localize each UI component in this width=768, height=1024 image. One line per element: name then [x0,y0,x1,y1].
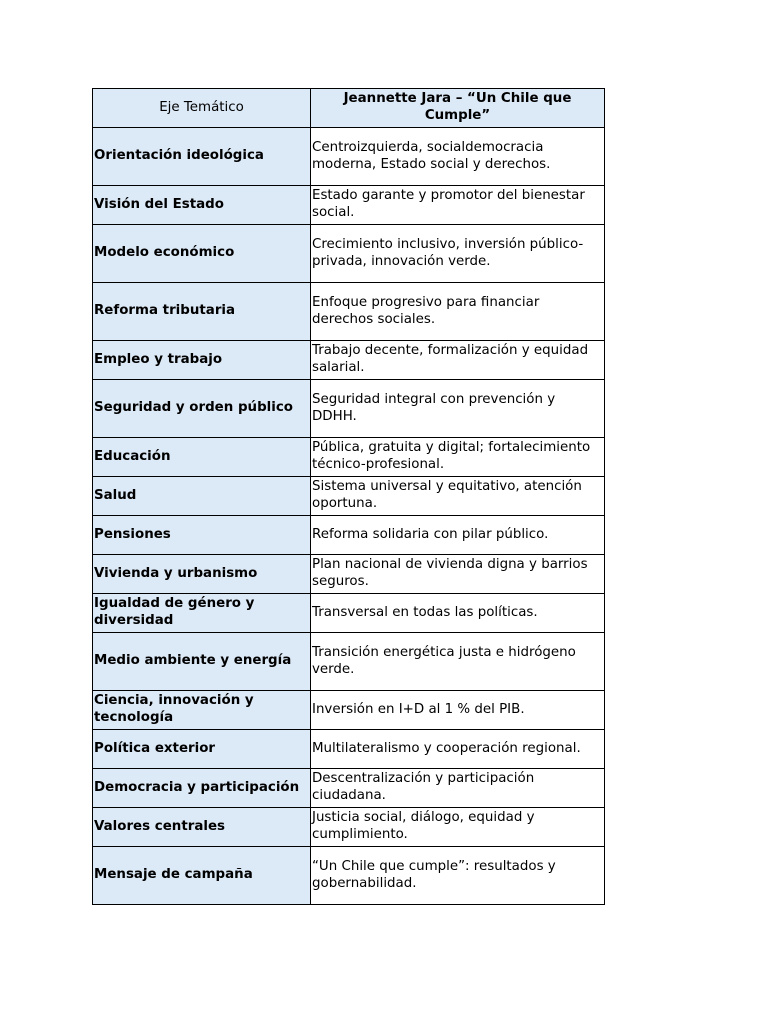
row-topic: Ciencia, innovación y tecnología [93,691,311,730]
row-description: Crecimiento inclusivo, inversión público-privada, innovación verde. [311,225,605,283]
row-topic: Igualdad de género y diversidad [93,594,311,633]
table-row [93,633,605,691]
table-row [93,341,605,380]
row-topic: Empleo y trabajo [93,341,311,380]
table-row [93,691,605,730]
row-description: Inversión en I+D al 1 % del PIB. [311,691,605,730]
comparison-table [92,88,605,905]
row-topic: Modelo económico [93,225,311,283]
row-topic: Salud [93,477,311,516]
table-row [93,594,605,633]
table-row [93,186,605,225]
row-topic: Visión del Estado [93,186,311,225]
row-description: Enfoque progresivo para financiar derechos sociales. [311,283,605,341]
table-row [93,380,605,438]
table-row [93,555,605,594]
row-description: Transversal en todas las políticas. [311,594,605,633]
row-topic: Democracia y participación [93,769,311,808]
row-description: Trabajo decente, formalización y equidad salarial. [311,341,605,380]
row-description: Pública, gratuita y digital; fortalecimiento técnico-profesional. [311,438,605,477]
row-topic: Medio ambiente y energía [93,633,311,691]
table-row [93,516,605,555]
table-row [93,808,605,847]
row-topic: Educación [93,438,311,477]
header-eje-tematico: Eje Temático [93,89,311,128]
table-row [93,477,605,516]
row-description: Reforma solidaria con pilar público. [311,516,605,555]
table-row [93,225,605,283]
table-row [93,769,605,808]
row-description: Estado garante y promotor del bienestar social. [311,186,605,225]
row-description: “Un Chile que cumple”: resultados y gobernabilidad. [311,847,605,905]
row-topic: Reforma tributaria [93,283,311,341]
row-topic: Seguridad y orden público [93,380,311,438]
row-description: Descentralización y participación ciudadana. [311,769,605,808]
row-topic: Pensiones [93,516,311,555]
row-description: Seguridad integral con prevención y DDHH. [311,380,605,438]
row-description: Sistema universal y equitativo, atención oportuna. [311,477,605,516]
row-topic: Política exterior [93,730,311,769]
table-row [93,128,605,186]
table-row [93,847,605,905]
row-description: Multilateralismo y cooperación regional. [311,730,605,769]
header-row [93,89,605,128]
table-row [93,283,605,341]
table-row [93,438,605,477]
row-topic: Mensaje de campaña [93,847,311,905]
header-candidate: Jeannette Jara – “Un Chile que Cumple” [311,89,605,128]
row-topic: Orientación ideológica [93,128,311,186]
row-description: Justicia social, diálogo, equidad y cumplimiento. [311,808,605,847]
row-topic: Valores centrales [93,808,311,847]
row-description: Plan nacional de vivienda digna y barrios seguros. [311,555,605,594]
row-topic: Vivienda y urbanismo [93,555,311,594]
row-description: Transición energética justa e hidrógeno verde. [311,633,605,691]
row-description: Centroizquierda, socialdemocracia moderna, Estado social y derechos. [311,128,605,186]
table-row [93,730,605,769]
